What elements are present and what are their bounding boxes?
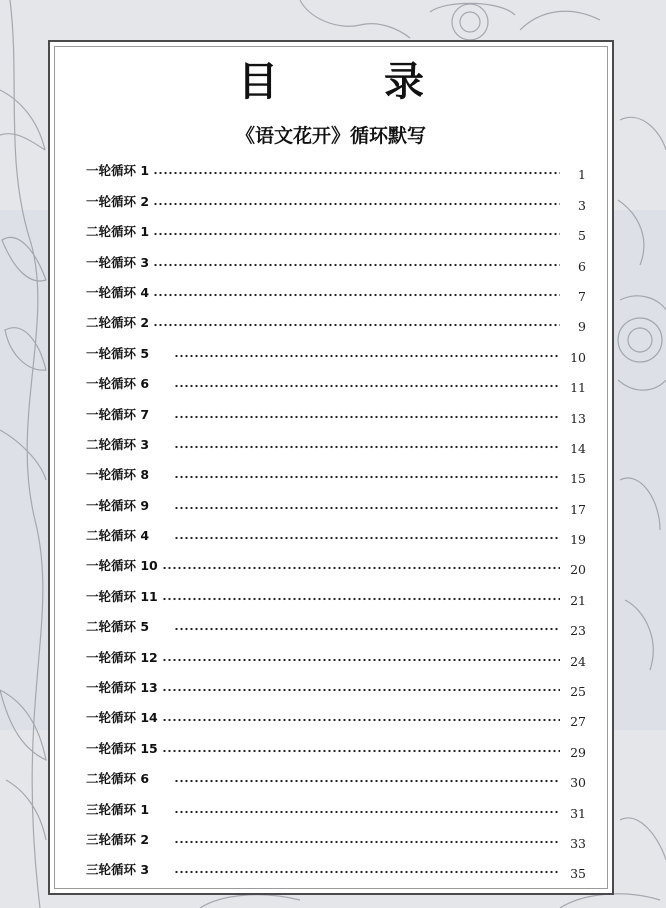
- toc-row[interactable]: [86, 608, 586, 638]
- toc-row[interactable]: [86, 152, 586, 182]
- toc-page-number: 11: [570, 380, 586, 396]
- toc-page-number: 3: [578, 197, 586, 213]
- toc-page-number: 31: [570, 805, 586, 821]
- toc-row[interactable]: [86, 729, 586, 759]
- toc-page-number: 6: [578, 258, 586, 274]
- dot-leader: [153, 292, 560, 298]
- toc-row[interactable]: [86, 760, 586, 790]
- toc-page-number: 13: [570, 410, 586, 426]
- toc-label: 一轮循环 9: [86, 497, 150, 513]
- toc-label: 二轮循环 2: [86, 315, 150, 331]
- toc-row[interactable]: [86, 274, 586, 304]
- dot-leader: [174, 353, 560, 359]
- toc-row[interactable]: [86, 517, 586, 547]
- dot-leader: [174, 414, 560, 420]
- dot-leader: [162, 565, 560, 571]
- toc-row[interactable]: [86, 365, 586, 395]
- toc-list: [86, 152, 586, 881]
- toc-label: 一轮循环 10: [86, 558, 158, 574]
- toc-row[interactable]: [86, 547, 586, 577]
- toc-page-number: 17: [570, 501, 586, 517]
- toc-page-number: 19: [570, 532, 586, 548]
- dot-leader: [174, 474, 560, 480]
- toc-label: 一轮循环 7: [86, 406, 150, 422]
- toc-label: 二轮循环 5: [86, 619, 150, 635]
- dot-leader: [174, 383, 560, 389]
- dot-leader: [153, 262, 560, 268]
- toc-label: 二轮循环 4: [86, 528, 150, 544]
- dot-leader: [174, 626, 560, 632]
- toc-label: 一轮循环 6: [86, 376, 150, 392]
- dot-leader: [174, 809, 560, 815]
- toc-row[interactable]: [86, 182, 586, 212]
- dot-leader: [162, 596, 560, 602]
- toc-page-number: 1: [578, 167, 586, 183]
- toc-row[interactable]: [86, 334, 586, 364]
- toc-page-number: 9: [578, 319, 586, 335]
- toc-page-number: 25: [570, 684, 586, 700]
- toc-row[interactable]: [86, 243, 586, 273]
- toc-page-number: 30: [570, 775, 586, 791]
- toc-label: 一轮循环 15: [86, 740, 158, 756]
- toc-label: 二轮循环 6: [86, 771, 150, 787]
- section-title: 《语文花开》循环默写: [235, 125, 426, 147]
- toc-label: 一轮循环 3: [86, 254, 150, 270]
- dot-leader: [162, 717, 560, 723]
- toc-label: 一轮循环 14: [86, 710, 158, 726]
- dot-leader: [162, 748, 560, 754]
- dot-leader: [174, 505, 560, 511]
- toc-label: 一轮循环 13: [86, 680, 158, 696]
- toc-label: 三轮循环 1: [86, 801, 150, 817]
- toc-row[interactable]: [86, 213, 586, 243]
- toc-page-number: 21: [570, 592, 586, 608]
- toc-page-number: 20: [570, 562, 586, 578]
- toc-row[interactable]: [86, 699, 586, 729]
- toc-page-number: 24: [570, 653, 586, 669]
- dot-leader: [153, 170, 560, 176]
- toc-label: 二轮循环 3: [86, 436, 150, 452]
- toc-row[interactable]: [86, 851, 586, 881]
- toc-row[interactable]: [86, 395, 586, 425]
- toc-page-number: 23: [570, 623, 586, 639]
- toc-page-number: 27: [570, 714, 586, 730]
- dot-leader: [174, 778, 560, 784]
- toc-row[interactable]: [86, 456, 586, 486]
- toc-page-number: 29: [570, 744, 586, 760]
- toc-label: 二轮循环 1: [86, 224, 150, 240]
- toc-label: 一轮循环 4: [86, 284, 150, 300]
- dot-leader: [153, 231, 560, 237]
- dot-leader: [174, 869, 560, 875]
- toc-page-number: 10: [570, 349, 586, 365]
- toc-label: 一轮循环 5: [86, 345, 150, 361]
- toc-row[interactable]: [86, 577, 586, 607]
- dot-leader: [174, 839, 560, 845]
- toc-row[interactable]: [86, 426, 586, 456]
- toc-row[interactable]: [86, 821, 586, 851]
- toc-row[interactable]: [86, 638, 586, 668]
- toc-page-number: 7: [578, 288, 586, 304]
- toc-label: 三轮循环 2: [86, 831, 150, 847]
- dot-leader: [162, 687, 560, 693]
- toc-label: 一轮循环 1: [86, 163, 150, 179]
- toc-page-number: 33: [570, 835, 586, 851]
- dot-leader: [174, 444, 560, 450]
- toc-label: 一轮循环 2: [86, 193, 150, 209]
- toc-page-number: 35: [570, 866, 586, 882]
- toc-label: 一轮循环 11: [86, 588, 158, 604]
- dot-leader: [162, 657, 560, 663]
- dot-leader: [174, 535, 560, 541]
- toc-panel: [48, 40, 614, 895]
- dot-leader: [153, 201, 560, 207]
- dot-leader: [153, 322, 560, 328]
- toc-page-number: 5: [578, 228, 586, 244]
- page-title: 目 录: [238, 59, 470, 105]
- toc-row[interactable]: [86, 790, 586, 820]
- toc-label: 一轮循环 12: [86, 649, 158, 665]
- toc-row[interactable]: [86, 304, 586, 334]
- toc-label: 三轮循环 3: [86, 862, 150, 878]
- toc-row[interactable]: [86, 669, 586, 699]
- toc-page-number: 15: [570, 471, 586, 487]
- toc-page-number: 14: [570, 440, 586, 456]
- toc-label: 一轮循环 8: [86, 467, 150, 483]
- toc-row[interactable]: [86, 486, 586, 516]
